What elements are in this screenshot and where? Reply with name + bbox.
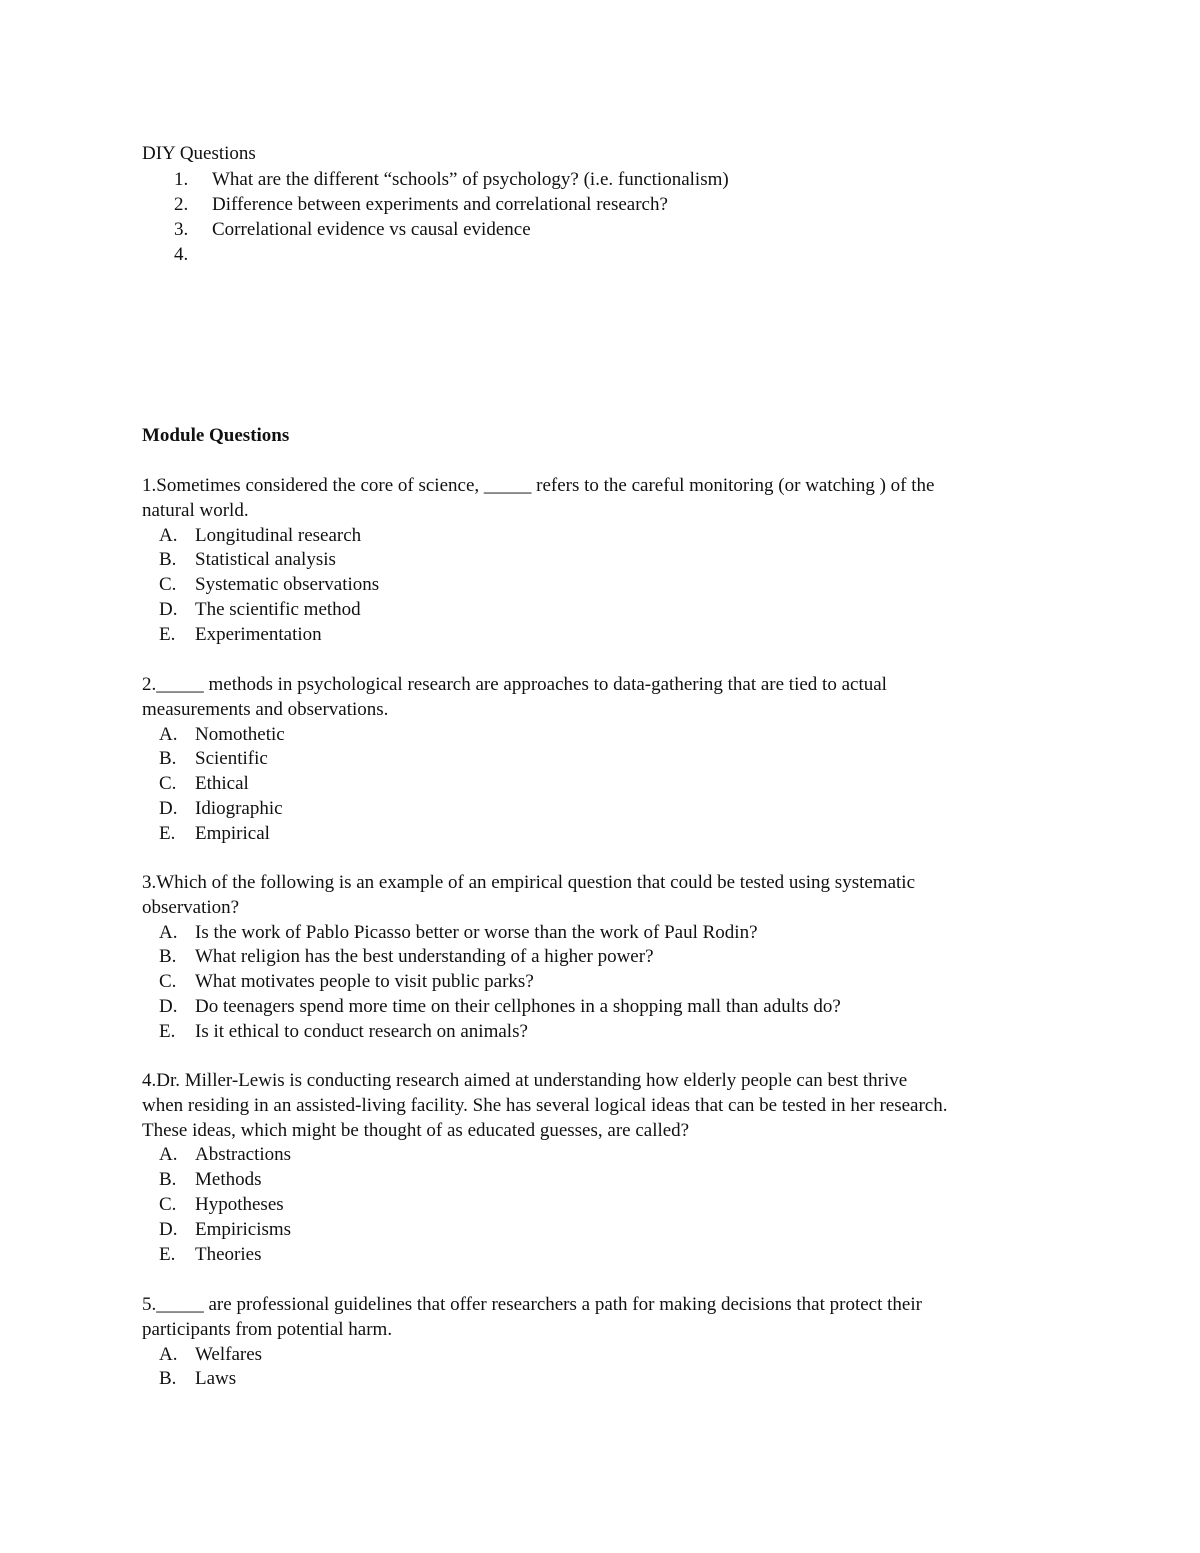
option-text: Do teenagers spend more time on their cellphones in a shopping mall than adults do? xyxy=(195,995,841,1017)
question-text-line: observation? xyxy=(142,896,240,918)
option-letter: C. xyxy=(159,1193,177,1215)
option-text: Hypotheses xyxy=(195,1193,284,1215)
diy-item-number: 3. xyxy=(174,219,189,241)
diy-section xyxy=(142,142,1082,268)
option-text: Empiricisms xyxy=(195,1218,292,1240)
option-text: Systematic observations xyxy=(195,574,380,596)
diy-item xyxy=(142,167,1082,192)
option-text: Scientific xyxy=(195,748,268,770)
option-text: Experimentation xyxy=(195,623,322,645)
answer-option xyxy=(142,1168,1082,1193)
option-text: Nomothetic xyxy=(195,723,285,745)
answer-option xyxy=(142,573,1082,598)
module-title: Module Questions xyxy=(142,425,290,446)
option-letter: E. xyxy=(159,822,176,844)
answer-option xyxy=(142,995,1082,1020)
answer-option xyxy=(142,822,1082,847)
option-letter: C. xyxy=(159,574,177,596)
option-text: Empirical xyxy=(195,822,270,844)
answer-option xyxy=(142,1243,1082,1268)
option-letter: A. xyxy=(159,921,178,943)
question-4 xyxy=(142,1069,1082,1267)
answer-option xyxy=(142,921,1082,946)
option-letter: A. xyxy=(159,524,178,546)
option-letter: B. xyxy=(159,549,177,571)
option-letter: D. xyxy=(159,1218,178,1240)
question-text-line: These ideas, which might be thought of as educated guesses, are called? xyxy=(142,1119,690,1141)
question-text-line: 5._____ are professional guidelines that offer researchers a path for making decisions that protect their xyxy=(142,1294,922,1315)
diy-item-text: What are the different “schools” of psychology? (i.e. functionalism) xyxy=(212,168,729,190)
diy-item-number: 1. xyxy=(174,168,189,190)
option-text: Statistical analysis xyxy=(195,549,336,571)
diy-item-text: Difference between experiments and correlational research? xyxy=(212,193,668,215)
question-text-line: when residing in an assisted-living facility. She has several logical ideas that can be tested in her research. xyxy=(142,1094,948,1116)
answer-option xyxy=(142,623,1082,648)
option-letter: C. xyxy=(159,971,177,993)
answer-option xyxy=(142,723,1082,748)
answer-option xyxy=(142,797,1082,822)
question-text-line: natural world. xyxy=(142,499,249,521)
option-letter: B. xyxy=(159,946,177,968)
option-letter: A. xyxy=(159,723,178,745)
option-letter: A. xyxy=(159,1144,178,1166)
answer-option xyxy=(142,772,1082,797)
option-text: Abstractions xyxy=(195,1144,292,1166)
option-letter: D. xyxy=(159,995,178,1017)
option-text: Ethical xyxy=(195,773,249,795)
question-text-line: 4.Dr. Miller-Lewis is conducting research aimed at understanding how elderly people can best thrive xyxy=(142,1070,908,1091)
question-text-line: participants from potential harm. xyxy=(142,1318,393,1340)
option-letter: D. xyxy=(159,598,178,620)
option-text: The scientific method xyxy=(195,598,361,620)
answer-option xyxy=(142,1020,1082,1045)
diy-item xyxy=(142,217,1082,242)
option-letter: E. xyxy=(159,623,176,645)
option-text: Idiographic xyxy=(195,797,283,819)
option-letter: A. xyxy=(159,1343,178,1365)
option-text: What motivates people to visit public parks? xyxy=(195,971,534,993)
question-3 xyxy=(142,871,1082,1045)
diy-item xyxy=(142,242,1082,267)
option-text: What religion has the best understanding of a higher power? xyxy=(195,946,654,968)
option-text: Is the work of Pablo Picasso better or worse than the work of Paul Rodin? xyxy=(195,921,758,943)
answer-option xyxy=(142,524,1082,549)
diy-item-number: 2. xyxy=(174,193,189,215)
question-text-line: 1.Sometimes considered the core of science, _____ refers to the careful monitoring (or watching ) of the xyxy=(142,475,935,496)
option-text: Theories xyxy=(195,1243,262,1265)
option-letter: C. xyxy=(159,773,177,795)
diy-title: DIY Questions xyxy=(142,143,256,164)
answer-option xyxy=(142,945,1082,970)
option-letter: B. xyxy=(159,1368,177,1390)
answer-option xyxy=(142,548,1082,573)
question-text-line: 2._____ methods in psychological research are approaches to data-gathering that are tied to actual xyxy=(142,674,887,695)
answer-option xyxy=(142,1343,1082,1368)
diy-item-text: Correlational evidence vs causal evidence xyxy=(212,219,531,241)
option-text: Welfares xyxy=(195,1343,263,1365)
option-letter: B. xyxy=(159,748,177,770)
question-text-line: 3.Which of the following is an example of an empirical question that could be tested using systematic xyxy=(142,872,915,893)
option-letter: E. xyxy=(159,1243,176,1265)
answer-option xyxy=(142,1218,1082,1243)
option-text: Longitudinal research xyxy=(195,524,362,546)
option-text: Laws xyxy=(195,1368,237,1390)
answer-option xyxy=(142,970,1082,995)
answer-option xyxy=(142,1193,1082,1218)
answer-option xyxy=(142,747,1082,772)
option-letter: E. xyxy=(159,1020,176,1042)
question-1 xyxy=(142,474,1082,648)
option-letter: D. xyxy=(159,797,178,819)
answer-option xyxy=(142,1143,1082,1168)
option-text: Is it ethical to conduct research on animals? xyxy=(195,1020,528,1042)
question-2 xyxy=(142,673,1082,847)
diy-item-number: 4. xyxy=(174,244,189,266)
question-5 xyxy=(142,1293,1082,1392)
option-text: Methods xyxy=(195,1169,262,1191)
answer-option xyxy=(142,598,1082,623)
answer-option xyxy=(142,1367,1082,1392)
question-text-line: measurements and observations. xyxy=(142,698,389,720)
option-letter: B. xyxy=(159,1169,177,1191)
diy-item xyxy=(142,192,1082,217)
